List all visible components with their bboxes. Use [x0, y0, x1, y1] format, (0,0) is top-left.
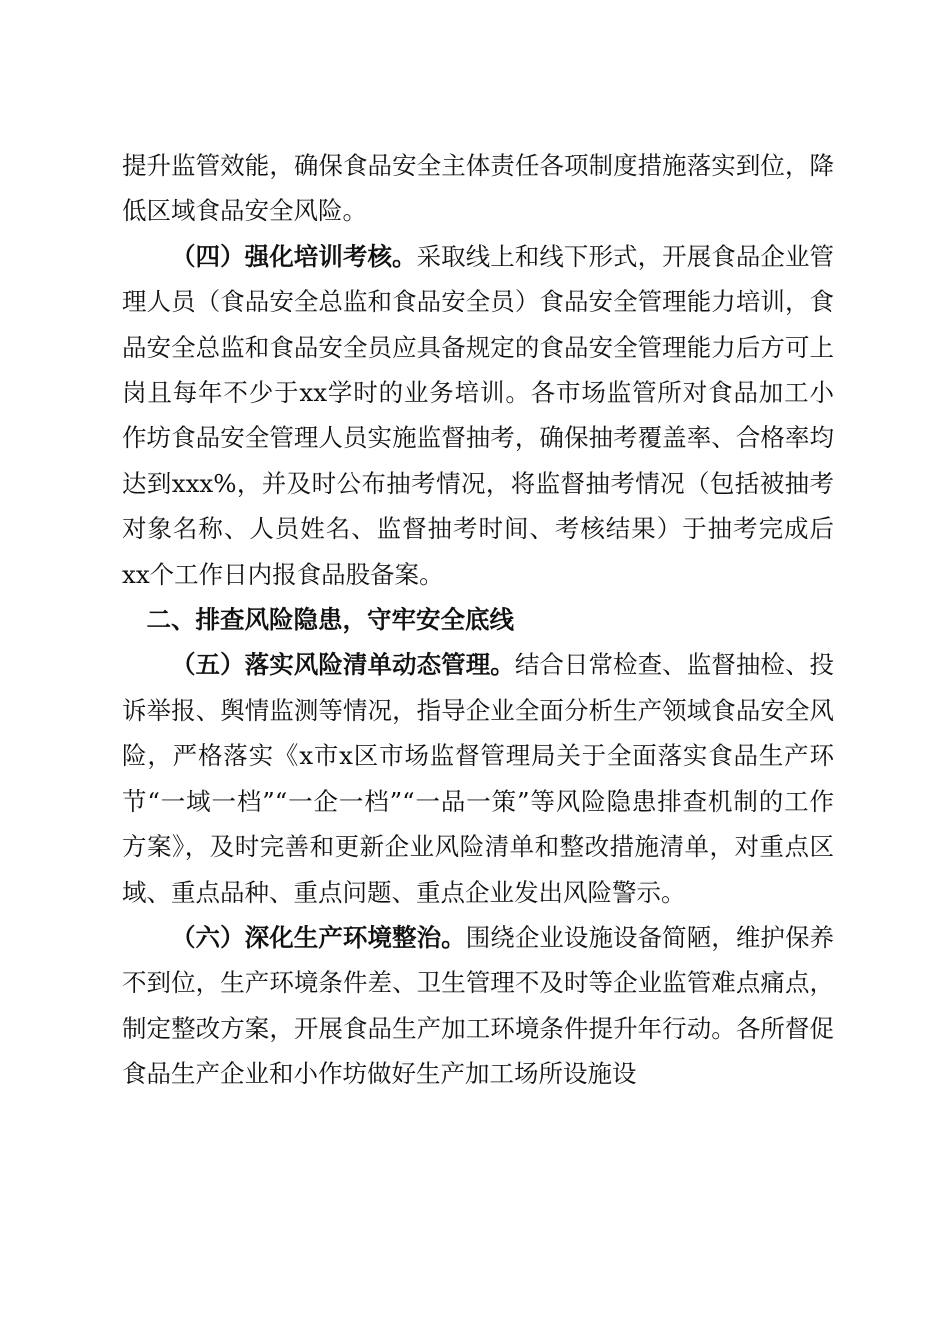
paragraph-training-assessment: [122, 234, 834, 597]
paragraph-body-text: 围绕企业设施设备简陋，维护保养不到位，生产环境条件差、卫生管理不及时等企业监管难点痛点，制定整改方案，开展食品生产加工环境条件提升年行动。各所督促食品生产企业和小作坊做好生产加工场所设施设: [122, 922, 835, 1089]
document-body: [122, 143, 834, 1097]
paragraph-body-text: 采取线上和线下形式，开展食品企业管理人员（食品安全总监和食品安全员）食品安全管理能力培训，食品安全总监和食品安全员应具备规定的食品安全管理能力后方可上岗且每年不少于xx学时的业务培训。各市场监管所对食品加工小作坊食品安全管理人员实施监督抽考，确保抽考覆盖率、合格率均达到xxx%，并及时公布抽考情况，将监督抽考情况（包括被抽考对象名称、人员姓名、监督抽考时间、考核结果）于抽考完成后xx个工作日内报食品股备案。: [122, 241, 834, 589]
paragraph-lead-heading: （四）强化培训考核。: [171, 241, 417, 271]
paragraph-environment-rectification: [122, 915, 834, 1097]
paragraph-risk-list-management: [122, 642, 834, 914]
paragraph-lead-heading: （六）深化生产环境整治。: [171, 922, 466, 952]
paragraph-lead-heading: （五）落实风险清单动态管理。: [171, 650, 515, 680]
paragraph-body-text: 结合日常检查、监督抽检、投诉举报、舆情监测等情况，指导企业全面分析生产领域食品安全风险，严格落实《x市x区市场监督管理局关于全面落实食品生产环节“一域一档”“一企一档”“一品一策”等风险隐患排查机制的工作方案》，及时完善和更新企业风险清单和整改措施清单，对重点区域、重点品种、重点问题、重点企业发出风险警示。: [122, 650, 835, 907]
section-heading: 二、排查风险隐患，守牢安全底线: [146, 605, 514, 635]
paragraph-continuation: 提升监管效能，确保食品安全主体责任各项制度措施落实到位，降低区域食品安全风险。: [122, 151, 834, 226]
